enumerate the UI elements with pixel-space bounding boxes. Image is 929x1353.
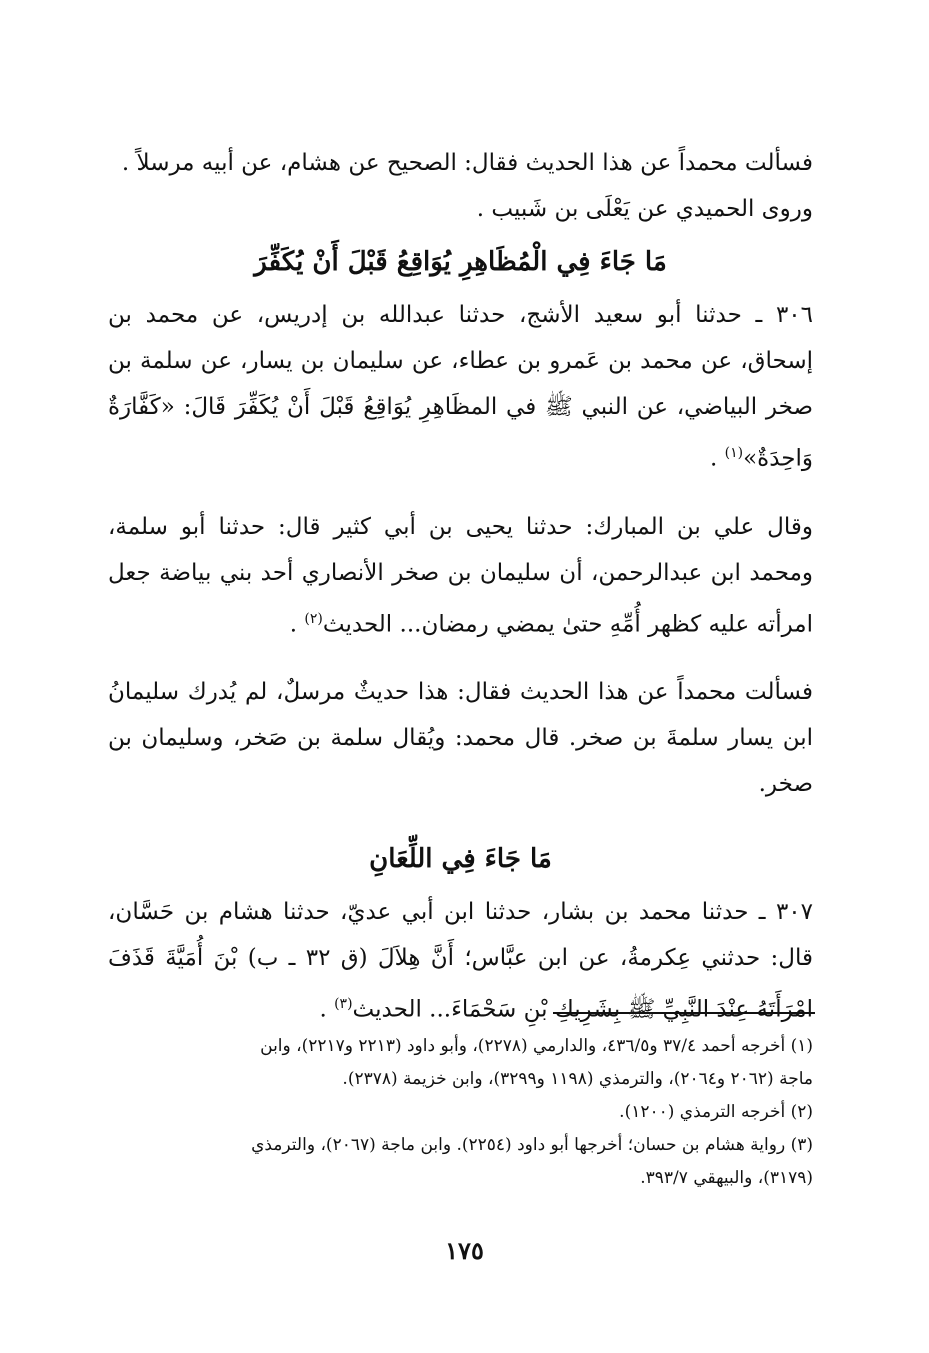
spacer xyxy=(108,807,813,829)
paragraph-3-end: . xyxy=(289,611,305,638)
footnote-1-line-1: (١) أخرجه أحمد ٣٧/٤ و٤٣٦/٥، والدارمي (٢٢٧٨)، وأبو داود (٢٢١٣ و٢٢١٧)، وابن xyxy=(260,1036,813,1056)
page-number: ١٧٥ xyxy=(445,1236,484,1265)
footnote-1-line-2: ماجة (٢٠٦٢ و٢٠٦٤)، والترمذي (١١٩٨ و٣٢٩٩)، وابن خزيمة (٢٣٧٨). xyxy=(342,1069,813,1089)
paragraph-3 xyxy=(108,504,813,648)
footnote-ref-2: (٢) xyxy=(304,610,323,627)
footnotes xyxy=(108,1030,813,1195)
paragraph-4: فسألت محمداً عن هذا الحديث فقال: هذا حديثٌ مرسلٌ، لم يُدرك سليمانُ ابن يسار سلمةَ بن صخر. قال محمد: ويُقال سلمة بن صَخر، وسليمان بن صخر. xyxy=(108,679,813,798)
footnote-3-line-2: (٣١٧٩)، والبيهقي ٣٩٣/٧. xyxy=(640,1168,813,1188)
hadith-306-text: ٣٠٦ ـ حدثنا أبو سعيد الأشج، حدثنا عبدالله بن إدريس، عن محمد بن إسحاق، عن محمد بن عَمرو بن عطاء، عن سليمان بن يسار، عن سلمة بن صخر البياضي، عن النبي ﷺ في المظَاهِرِ يُوَاقِعُ قَبْلَ أَنْ يُكَفِّرَ قَالَ: «كَفَّارَةٌ وَاحِدَةٌ» xyxy=(108,302,813,472)
spacer xyxy=(108,482,813,504)
footnote-ref-3: (٣) xyxy=(334,996,353,1013)
section-heading-zihar: مَا جَاءَ فِي الْمُظَاهِرِ يُوَاقِعُ قَبْلَ أَنْ يُكَفِّرَ xyxy=(254,247,667,277)
hadith-306-end: . xyxy=(709,445,725,472)
footnote-ref-1: (١) xyxy=(724,445,744,461)
hadith-307-text: ٣٠٧ ـ حدثنا محمد بن بشار، حدثنا ابن أبي عديّ، حدثنا هشام بن حَسَّان، قال: حدثني عِكرمةُ، عن ابن عبَّاس؛ أَنَّ هِلاَلَ (ق ٣٢ ـ ب) بْنَ أُمَيَّةَ قَذَفَ امْرَأَتَهُ عِنْدَ النَّبِيِّ ﷺ بِشَرِيكِ بْنِ سَحْمَاءَ... الحديث xyxy=(108,899,813,1023)
hadith-306 xyxy=(108,292,813,482)
paragraph-1: فسألت محمداً عن هذا الحديث فقال: الصحيح عن هشام، عن أبيه مرسلاً . xyxy=(121,150,813,176)
section-heading-lian: مَا جَاءَ فِي اللِّعَانِ xyxy=(369,844,552,875)
spacer xyxy=(108,647,813,669)
footnote-2: (٢) أخرجه الترمذي (١٢٠٠). xyxy=(619,1102,813,1122)
paragraph-2: وروى الحميدي عن يَعْلَى بن شَبيب . xyxy=(476,196,813,222)
paragraph-3-text: وقال علي بن المبارك: حدثنا يحيى بن أبي كثير قال: حدثنا أبو سلمة، ومحمد ابن عبدالرحمن، أن سليمان بن صخر الأنصاري أحد بني بياضة جعل امرأته عليه كظهر أُمِّهِ حتىٰ يمضي رمضان... الحديث xyxy=(108,513,813,638)
footnote-3-line-1: (٣) رواية هشام بن حسان؛ أخرجها أبو داود (٢٢٥٤). وابن ماجة (٢٠٦٧)، والترمذي xyxy=(251,1135,813,1155)
page-body xyxy=(108,140,813,1033)
hadith-307-end: . xyxy=(319,996,335,1023)
footnote-divider xyxy=(553,1012,815,1014)
